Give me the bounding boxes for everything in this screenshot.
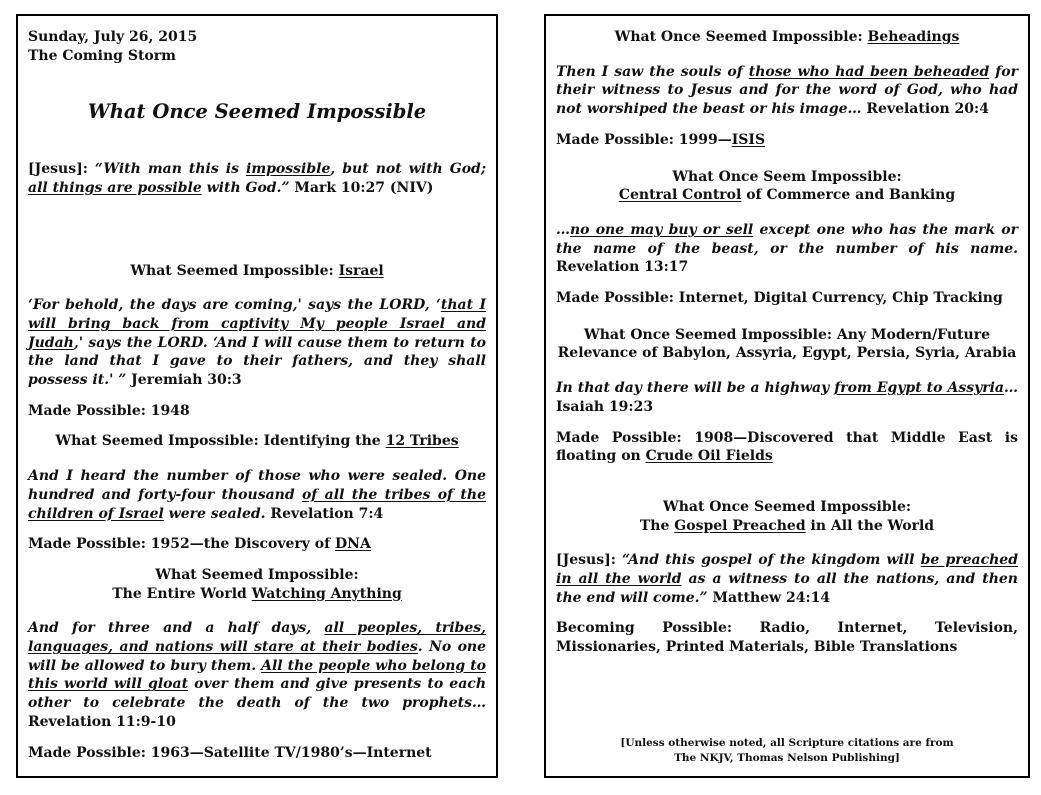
intro-quote [28, 160, 486, 197]
quote-underline: all peoples, tribes, languages, and nations will stare at their bodies [28, 620, 486, 656]
quote-gospel [556, 551, 1018, 607]
date: Sunday, July 26, 2015 [28, 29, 198, 45]
quote-underline: be preached in all the world [556, 552, 1018, 588]
quote-part: over them and give presents to each other to celebrate the death of the two prophets… [28, 676, 486, 712]
made-text: Made Possible: 1908—Discovered that Middle East is floating on [556, 429, 1018, 465]
heading-underline: Beheadings [867, 29, 960, 45]
quote-underline: those who had been beheaded [748, 63, 990, 80]
made-underline: Crude Oil Fields [645, 448, 773, 465]
made-possible-oil [556, 429, 1018, 466]
quote-underline: impossible [246, 161, 331, 178]
footnote-line: The NKJV, Thomas Nelson Publishing] [674, 752, 900, 764]
quote-part: … [556, 221, 570, 238]
section-heading-tribes [28, 432, 486, 451]
scripture-reference: Isaiah 19:23 [556, 398, 654, 415]
right-panel [544, 14, 1030, 778]
quote-commerce [556, 221, 1018, 277]
made-possible-internet: Made Possible: 1963—Satellite TV/1980’s—Internet [28, 744, 432, 761]
quote-underline: All the people who belong to this world will gloat [28, 657, 486, 693]
quote-underline: that I will bring back from captivity My people Israel and Judah [28, 297, 486, 351]
made-possible-chip: Made Possible: Internet, Digital Currency, Chip Tracking [556, 290, 1003, 307]
quote-tribes [28, 467, 486, 523]
quote-part: “And this gospel of the kingdom will [622, 552, 921, 569]
quote-underline: no one may buy or sell [570, 221, 754, 238]
section-heading-watching [28, 566, 486, 603]
page-title: What Once Seemed Impossible [87, 100, 427, 124]
quote-part: for their witness to Jesus and for the word of God, who had not worshiped the beast or his image… [556, 63, 1018, 118]
heading-text: Relevance of Babylon, Assyria, Egypt, Persia, Syria, Arabia [557, 345, 1017, 362]
section-heading-commerce [556, 168, 1018, 205]
heading-underline: 12 Tribes [385, 433, 459, 450]
quote-part: were sealed. [163, 505, 266, 522]
quote-part: , but not with God; [330, 161, 486, 178]
section-heading-israel [28, 262, 486, 281]
heading-text: What Once Seem Impossible: [672, 168, 902, 185]
heading-text: What Seemed Impossible: [130, 262, 339, 279]
quote-part: as a witness to all the nations, and then the end will come.” [556, 571, 1018, 606]
scripture-reference: Matthew 24:14 [707, 589, 831, 606]
heading-text: The [639, 517, 675, 534]
heading-text: What Once Seemed Impossible: [662, 498, 912, 515]
speaker: [Jesus]: [28, 161, 88, 178]
scripture-reference: Jeremiah 30:3 [126, 372, 242, 389]
quote-underline: of all the tribes of the children of Israel [28, 486, 486, 522]
quote-part: … [1004, 380, 1019, 397]
quote-watching [28, 619, 486, 731]
made-underline: DNA [335, 536, 371, 553]
heading-underline: Israel [338, 262, 384, 279]
series-title: The Coming Storm [28, 47, 176, 64]
heading-text: The Entire World [112, 585, 252, 602]
left-panel [16, 14, 498, 778]
heading-text: What Seemed Impossible: [155, 566, 359, 583]
quote-part: with God.” [201, 179, 290, 196]
quote-part: And I heard the number of those who were sealed. One hundred and forty-four thousand [28, 468, 486, 503]
quote-part: except one who has the mark or the name of the beast, or the number of his name. [556, 221, 1018, 257]
quote-part: ,' says the LORD. ‘And I will cause them to return to the land that I gave to their fathers, and they shall possess it.' ” [28, 334, 486, 389]
made-text: Made Possible: 1952—the Discovery of [28, 536, 336, 553]
heading-underline: Gospel Preached [674, 517, 806, 534]
quote-part: “With man this is [94, 161, 246, 178]
heading-text: What Once Seemed Impossible: Any Modern/Future [584, 326, 990, 343]
scripture-reference: Revelation 20:4 [861, 101, 989, 118]
quote-beheadings [556, 63, 1018, 119]
scripture-reference: Revelation 11:9-10 [28, 713, 176, 730]
made-text: Made Possible: 1999— [556, 131, 732, 148]
quote-part: . No one will be allowed to bury them. [28, 639, 486, 674]
speaker: [Jesus]: [556, 552, 623, 569]
quote-part: In that day there will be a highway [556, 380, 835, 397]
quote-underline: all things are possible [28, 179, 202, 196]
heading-underline: Watching Anything [251, 585, 402, 602]
heading-text: What Seemed Impossible: Identifying the [55, 433, 386, 450]
quote-underline: from Egypt to Assyria [834, 380, 1005, 397]
heading-underline: Central Control [618, 187, 742, 204]
quote-part: ‘For behold, the days are coming,' says the LORD, ‘ [28, 297, 441, 314]
heading-text: in All the World [805, 517, 935, 534]
footnote [546, 736, 1028, 766]
heading-text: What Once Seemed Impossible: [614, 29, 868, 45]
section-heading-gospel [556, 498, 1018, 535]
footnote-line: [Unless otherwise noted, all Scripture citations are from [620, 737, 954, 749]
made-possible-isis [556, 131, 1018, 150]
section-heading-babylon [556, 326, 1018, 363]
section-heading-beheadings [556, 28, 1018, 47]
made-possible-israel: Made Possible: 1948 [28, 402, 190, 419]
becoming-possible: Becoming Possible: Radio, Internet, Television, Missionaries, Printed Materials, Bible Translations [556, 620, 1018, 656]
made-possible-dna [28, 535, 486, 554]
quote-highway [556, 379, 1018, 416]
quote-part: And for three and a half days, [28, 620, 325, 637]
quote-israel [28, 296, 486, 390]
quote-part: Then I saw the souls of [556, 63, 749, 80]
scripture-reference: Revelation 7:4 [265, 505, 384, 522]
scripture-reference: Revelation 13:17 [556, 259, 689, 276]
made-underline: ISIS [731, 131, 766, 148]
scripture-reference: Mark 10:27 (NIV) [289, 179, 434, 196]
heading-text: of Commerce and Banking [741, 187, 956, 204]
